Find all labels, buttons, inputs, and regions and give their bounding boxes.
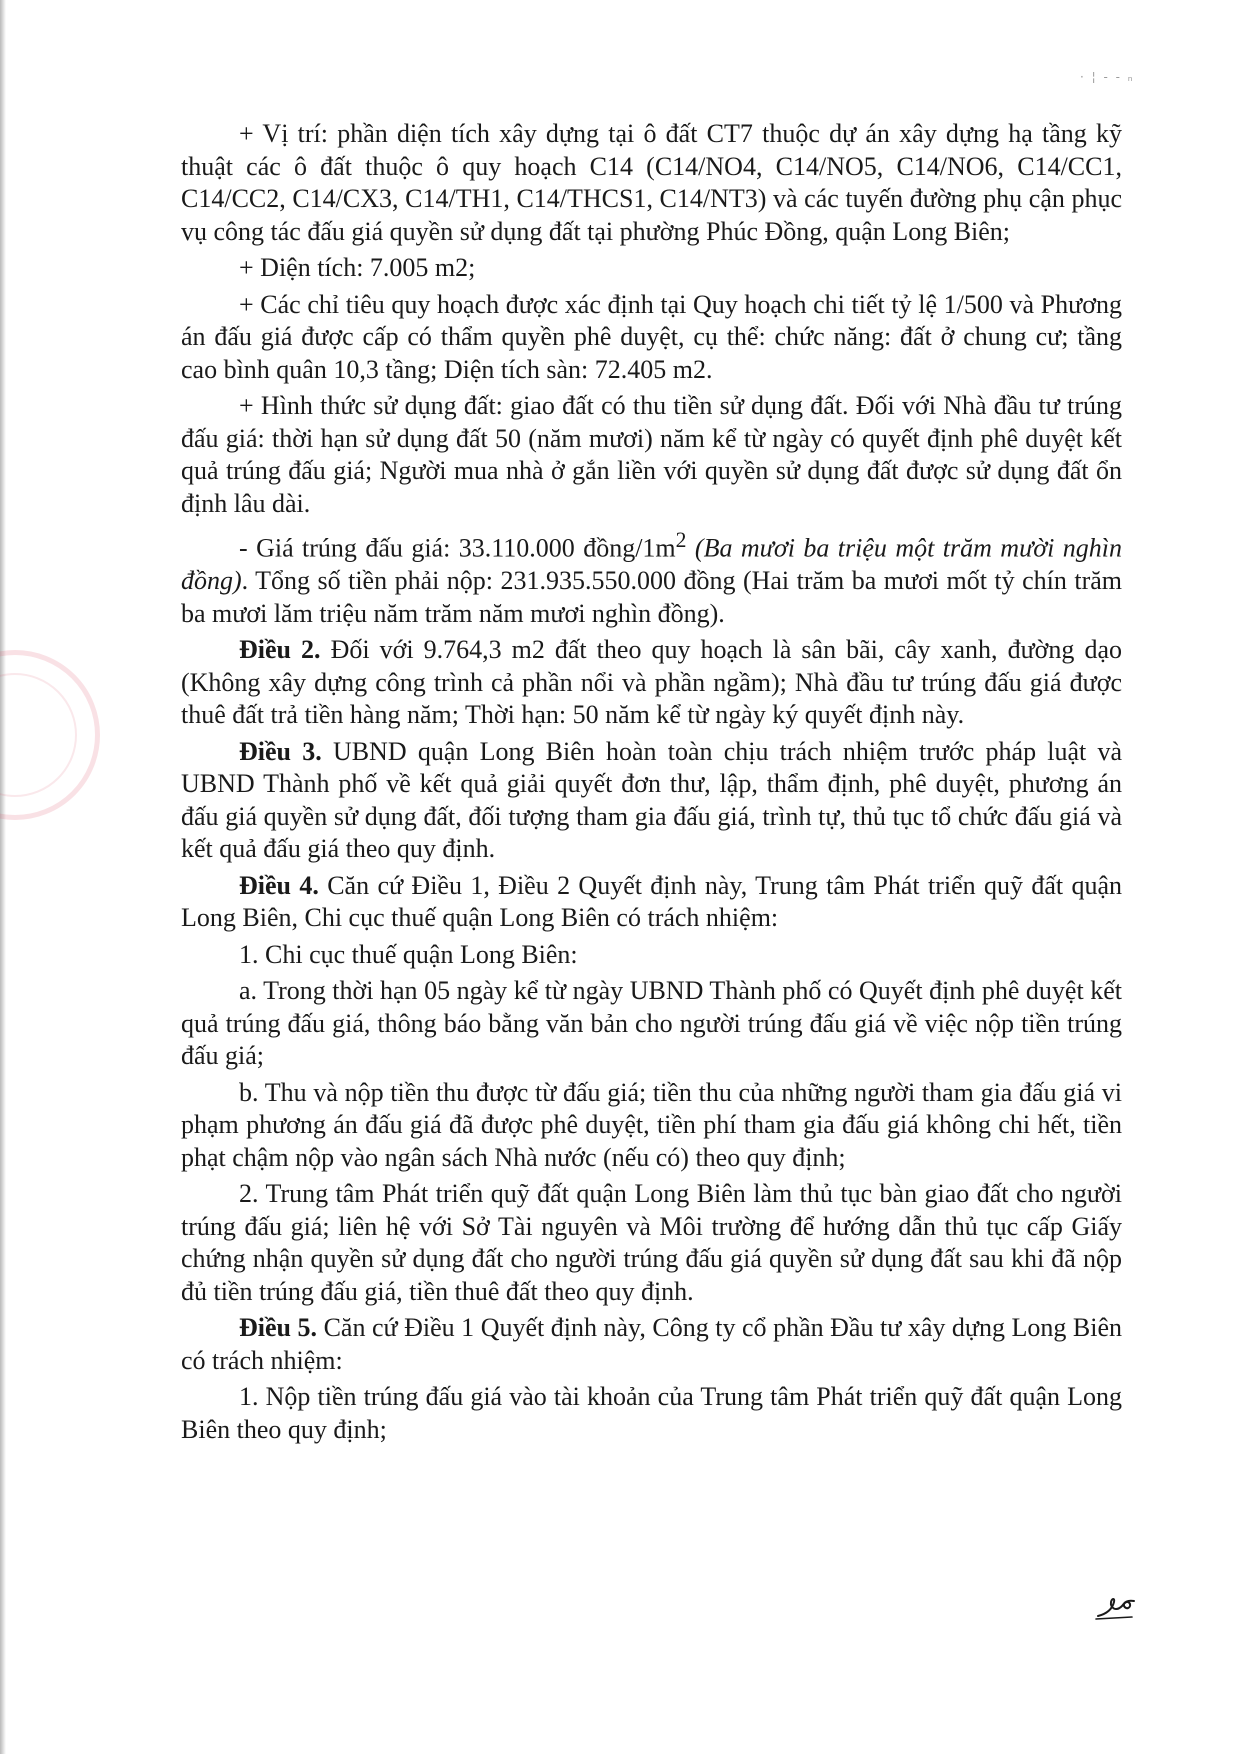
article-3-text: UBND quận Long Biên hoàn toàn chịu trách nhiệm trước pháp luật và UBND Thành phố về kết quả giải quyết đơn thư, lập, thẩm định, phê duyệt, phương án đấu giá quyền sử dụng đất, đối tượng tham gia đấu giá, trình tự, thủ tục tổ chức đấu giá và kết quả đấu giá theo quy định. (181, 736, 1123, 864)
winning-price-unit-superscript: 2 (675, 528, 687, 552)
red-seal-stamp-fragment (0, 650, 100, 820)
paragraph-planning-criteria: + Các chỉ tiêu quy hoạch được xác định tại Quy hoạch chi tiết tỷ lệ 1/500 và Phương án đấu giá được cấp có thẩm quyền phê duyệt, cụ thể: chức năng: đất ở chung cư; tầng cao bình quân 10,3 tầng; Diện tích sàn: 72.405 m2. (181, 289, 1122, 384)
article-4-item-1b: b. Thu và nộp tiền thu được từ đấu giá; tiền thu của những người tham gia đấu giá vi phạm phương án đấu giá đã được phê duyệt, tiền phí tham gia đấu giá không chi hết, tiền phạt chậm nộp vào ngân sách Nhà nước (nếu có) theo quy định; (181, 1077, 1122, 1172)
article-5-text: Căn cứ Điều 1 Quyết định này, Công ty cổ phần Đầu tư xây dựng Long Biên có trách nhiệm: (181, 1313, 1123, 1375)
article-2-text: Đối với 9.764,3 m2 đất theo quy hoạch là sân bãi, cây xanh, đường dạo (Không xây dựng công trình cả phần nổi và phần ngầm); Nhà đầu tư trúng đấu giá được thuê đất trả tiền hàng năm; Thời hạn: 50 năm kể từ ngày ký quyết định này. (181, 635, 1122, 730)
scan-corner-marks: · ¦ ‑ ‑ ₙ (1080, 70, 1135, 84)
article-2-heading: Điều 2. (239, 635, 321, 665)
article-5 (181, 1312, 1122, 1377)
article-2 (181, 634, 1122, 732)
document-page (181, 118, 1122, 1446)
article-4-item-2: 2. Trung tâm Phát triển quỹ đất quận Long Biên làm thủ tục bàn giao đất cho người trúng đấu giá; liên hệ với Sở Tài nguyên và Môi trường để hướng dẫn thủ tục cấp Giấy chứng nhận quyền sử dụng đất cho người trúng đấu giá quyền sử dụng đất sau khi đã nộp đủ tiền trúng đấu giá, tiền thuê đất theo quy định. (181, 1179, 1122, 1306)
scan-left-edge (0, 0, 6, 1754)
article-4-item-1: 1. Chi cục thuế quận Long Biên: (239, 939, 578, 969)
paragraph-land-use-form: + Hình thức sử dụng đất: giao đất có thu tiền sử dụng đất. Đối với Nhà đầu tư trúng đấu giá: thời hạn sử dụng đất 50 (năm mươi) năm kể từ ngày có quyết định phê duyệt kết quả trúng đấu giá; Người mua nhà ở gắn liền với quyền sử dụng đất được sử dụng đất ổn định lâu dài. (181, 391, 1122, 518)
article-4-item-1a: a. Trong thời hạn 05 ngày kể từ ngày UBND Thành phố có Quyết định phê duyệt kết quả trúng đấu giá, thông báo bằng văn bản cho người trúng đấu giá về việc nộp tiền trúng đấu giá; (181, 976, 1122, 1071)
winning-price-lead: - Giá trúng đấu giá: 33.110.000 đồng/1m (239, 533, 676, 563)
paragraph-location: + Vị trí: phần diện tích xây dựng tại ô đất CT7 thuộc dự án xây dựng hạ tầng kỹ thuật các ô đất thuộc ô quy hoạch C14 (C14/NO4, C14/NO5, C14/NO6, C14/CC1, C14/CC2, C14/CX3, C14/TH1, C14/THCS1, C14/NT3) và các tuyến đường phụ cận phục vụ công tác đấu giá quyền sử dụng đất tại phường Phúc Đồng, quận Long Biên; (181, 119, 1122, 246)
article-4-text: Căn cứ Điều 1, Điều 2 Quyết định này, Trung tâm Phát triển quỹ đất quận Long Biên, Chi cục thuế quận Long Biên có trách nhiệm: (181, 870, 1123, 933)
article-4 (181, 870, 1122, 935)
paragraph-winning-price (181, 524, 1122, 630)
article-5-heading: Điều 5. (239, 1313, 318, 1343)
article-3-heading: Điều 3. (239, 736, 322, 766)
winning-price-total: . Tổng số tiền phải nộp: 231.935.550.000 đồng (Hai trăm ba mươi mốt tỷ chín trăm ba mươi lăm triệu năm trăm năm mươi nghìn đồng). (181, 566, 1122, 628)
article-5-item-1: 1. Nộp tiền trúng đấu giá vào tài khoản của Trung tâm Phát triển quỹ đất quận Long Biên theo quy định; (181, 1382, 1122, 1444)
paragraph-area: + Diện tích: 7.005 m2; (239, 253, 476, 282)
winning-price-in-words: (Ba mươi ba triệu một trăm mười nghìn đồng) (181, 533, 1123, 596)
article-3 (181, 736, 1122, 866)
article-4-heading: Điều 4. (239, 870, 319, 900)
handwritten-initials (1092, 1592, 1144, 1622)
